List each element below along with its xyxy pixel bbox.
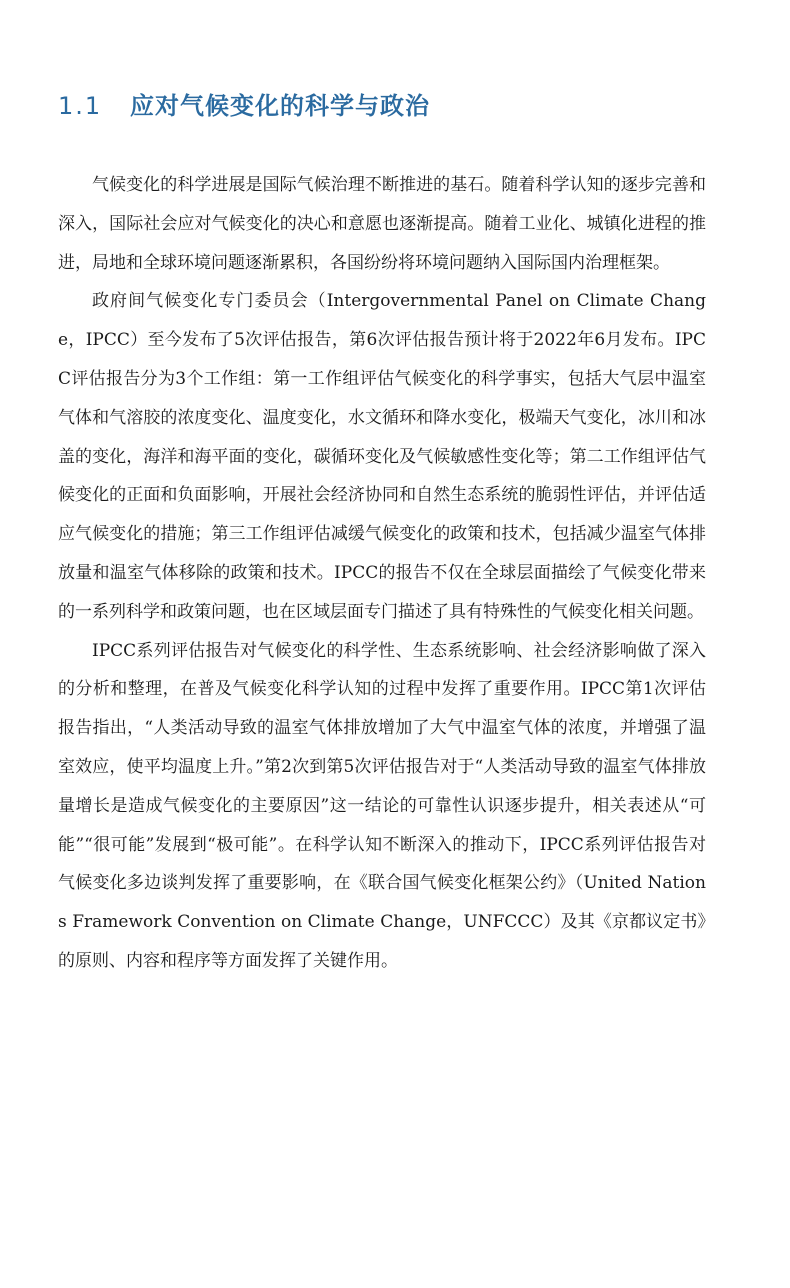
body-text xyxy=(58,166,706,981)
paragraph-1: 气候变化的科学进展是国际气候治理不断推进的基石。随着科学认知的逐步完善和深入，国际社会应对气候变化的决心和意愿也逐渐提高。随着工业化、城镇化进程的推进，局地和全球环境问题逐渐累积，各国纷纷将环境问题纳入国际国内治理框架。 xyxy=(58,175,706,273)
section-number: 1.1 xyxy=(58,92,103,120)
section-heading xyxy=(58,86,430,121)
paragraph-3: IPCC系列评估报告对气候变化的科学性、生态系统影响、社会经济影响做了深入的分析和整理，在普及气候变化科学认知的过程中发挥了重要作用。IPCC第1次评估报告指出，“人类活动导致的温室气体排放增加了大气中温室气体的浓度，并增强了温室效应，使平均温度上升。”第2次到第5次评估报告对于“人类活动导致的温室气体排放量增长是造成气候变化的主要原因”这一结论的可靠性认识逐步提升，相关表述从“可能”“很可能”发展到“极可能”。在科学认知不断深入的推动下，IPCC系列评估报告对气候变化多边谈判发挥了重要影响，在《联合国气候变化框架公约》（United Nations Framework Convention on Climate Change，UNFCCC）及其《京都议定书》的原则、内容和程序等方面发挥了关键作用。 xyxy=(58,640,706,971)
paragraph-2: 政府间气候变化专门委员会（Intergovernmental Panel on Climate Change，IPCC）至今发布了5次评估报告，第6次评估报告预计将于2022年6月发布。IPCC评估报告分为3个工作组：第一工作组评估气候变化的科学事实，包括大气层中温室气体和气溶胶的浓度变化、温度变化，水文循环和降水变化，极端天气变化，冰川和冰盖的变化，海洋和海平面的变化，碳循环变化及气候敏感性变化等；第二工作组评估气候变化的正面和负面影响，开展社会经济协同和自然生态系统的脆弱性评估，并评估适应气候变化的措施；第三工作组评估减缓气候变化的政策和技术，包括减少温室气体排放量和温室气体移除的政策和技术。IPCC的报告不仅在全球层面描绘了气候变化带来的一系列科学和政策问题，也在区域层面专门描述了具有特殊性的气候变化相关问题。 xyxy=(58,291,706,622)
section-title: 应对气候变化的科学与政治 xyxy=(130,92,430,120)
